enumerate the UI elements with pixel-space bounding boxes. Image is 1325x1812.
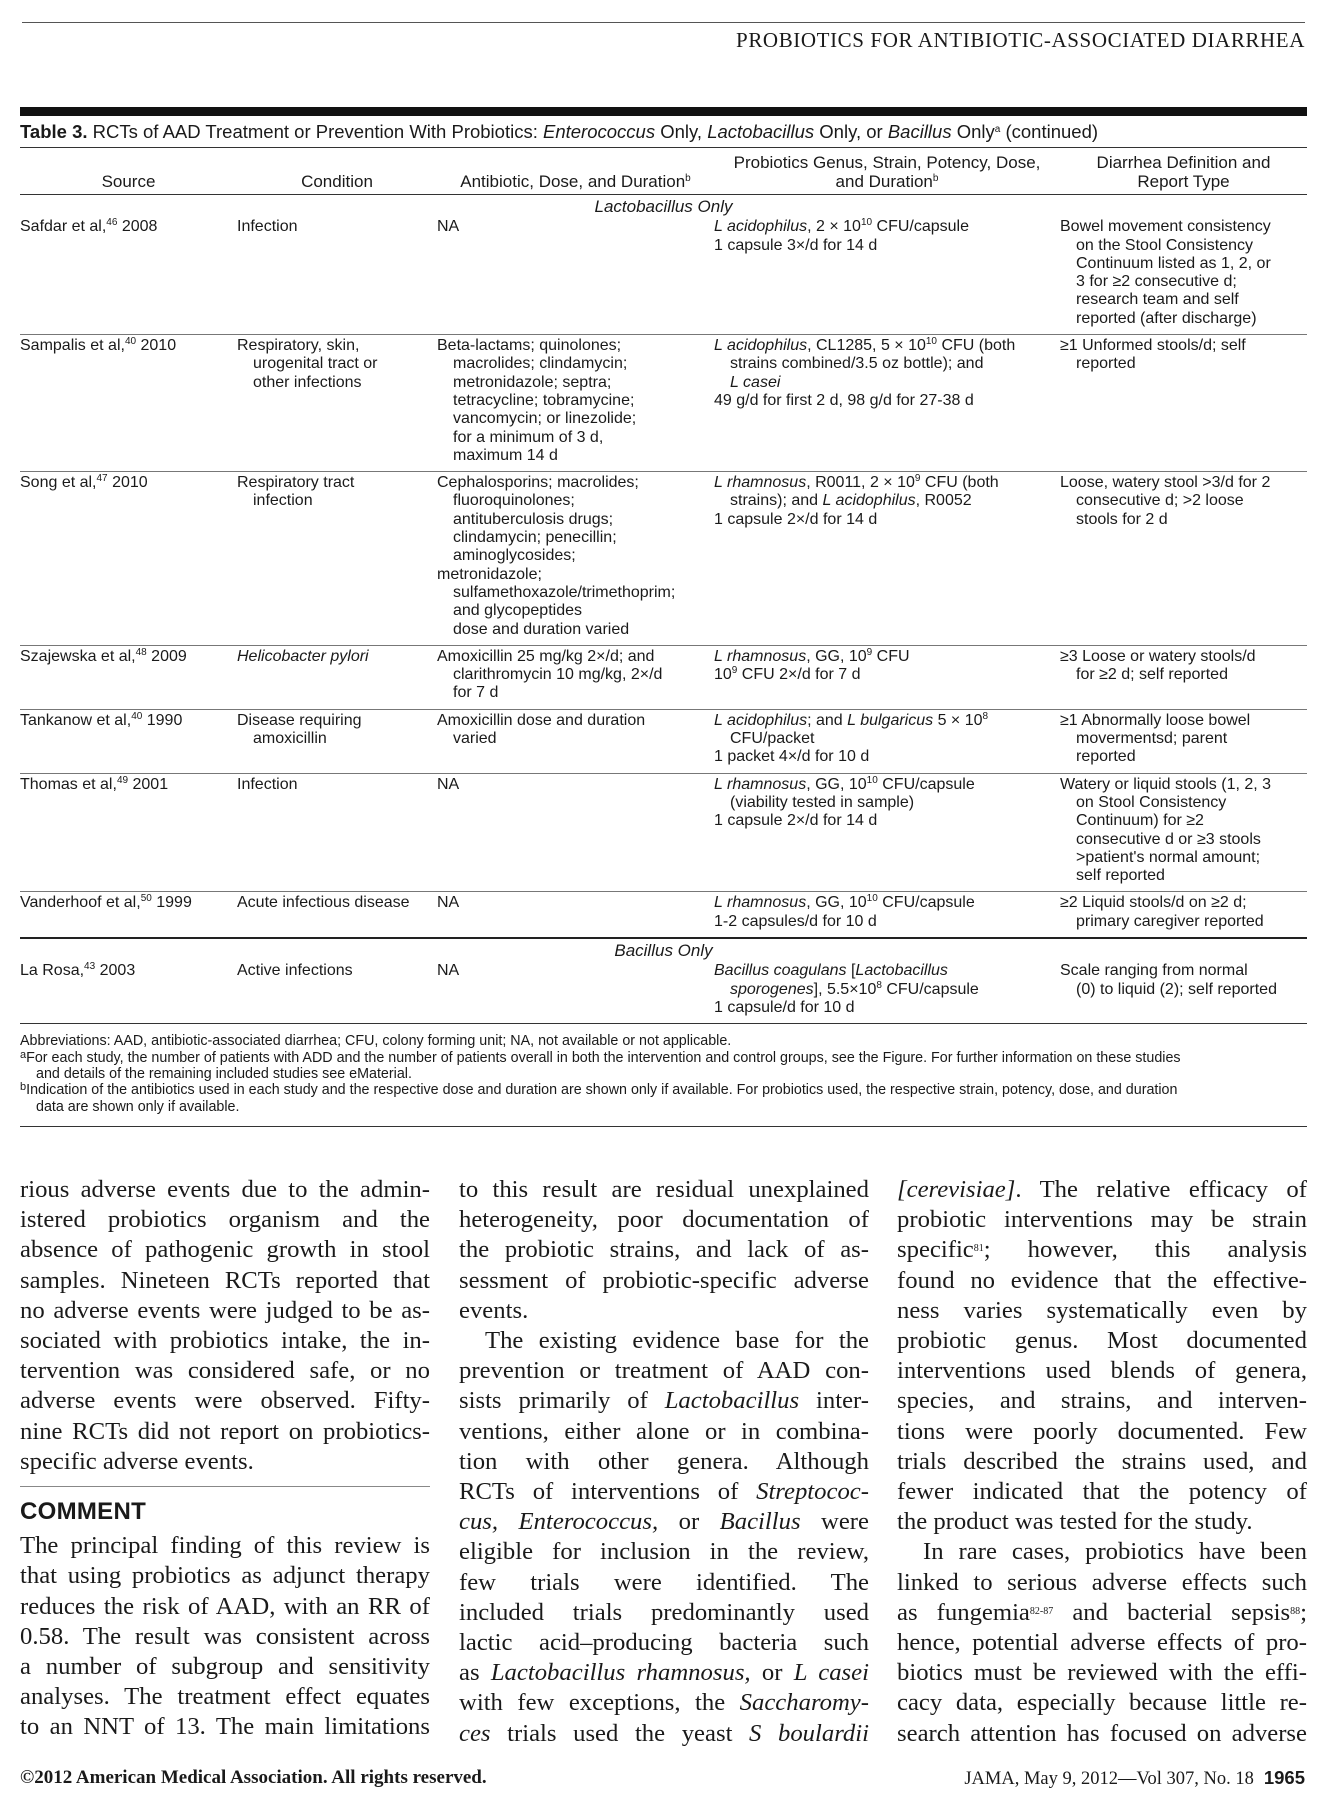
- paragraph: to this result are residual unexplained heterogeneity, poor documentation of the probiotic strains, and lack of as- sessment of probiotic-specific adverse events.: [459, 1176, 869, 1324]
- cell-source: Tankanow et al,$^{40}$ 1990: [20, 709, 237, 773]
- cell-antibiotic: NA: [437, 218, 460, 236]
- cell-probiotics: L rhamnosus, GG, $10^{10}$ CFU/capsule 1-2 capsules/d for 10 d: [714, 892, 1060, 938]
- cell-condition: Respiratory tract infection: [237, 472, 437, 646]
- cell-probiotics: L acidophilus, $2 \times 10^{10}$ CFU/capsule 1 capsule 3×/d for 14 d: [714, 217, 969, 254]
- table-row: [20, 645, 1307, 709]
- cell-antibiotic: NA: [437, 962, 460, 980]
- cell-antibiotic: Beta-lactams; quinolones; macrolides; clindamycin; metronidazole; septra; tetracycline; tobramycine; vancomycin; or linezolide; for a minimum of 3 d, maximum 14 d: [437, 335, 714, 472]
- cell-diarrhea: ≥1 Unformed stools/d; self reported: [1060, 335, 1307, 472]
- table-row: [20, 709, 1307, 773]
- cell-antibiotic: NA: [437, 892, 714, 938]
- header-diarrhea: Diarrhea Definition and Report Type: [1096, 153, 1271, 191]
- cell-diarrhea: Watery or liquid stools (1, 2, 3 on Stool Consistency Continuum) for ≥2 consecutive d or ≥3 stools >patient's normal amount; self reported: [1060, 773, 1307, 892]
- table-3: [20, 107, 1307, 1127]
- body-column-2: [459, 1175, 869, 1749]
- journal-footer: [964, 1767, 1305, 1790]
- table-row: [20, 335, 1307, 472]
- table-row: [20, 960, 1307, 1023]
- table-row: [20, 773, 1307, 892]
- cell-antibiotic: Amoxicillin dose and duration varied: [437, 709, 714, 773]
- table-row: [20, 216, 1307, 334]
- cell-source: Thomas et al,$^{49}$ 2001: [20, 773, 237, 892]
- footnote-b: $^b$Indication of the antibiotics used in each study and the respective dose and duration are shown only if available. For probiotics used, the respective strain, potency, dose, and duration: [20, 1081, 1178, 1099]
- body-column-3: [897, 1175, 1307, 1749]
- cell-probiotics: L rhamnosus, R0011, $2 \times 10^9$ CFU (both strains); and L acidophilus, R0052 1 capsule 2×/d for 14 d: [714, 472, 1060, 646]
- table-top-rule: [20, 107, 1307, 116]
- table-row: [20, 892, 1307, 938]
- header-probiotics: Probiotics Genus, Strain, Potency, Dose, and Duration$^b$: [733, 153, 1041, 191]
- running-head: PROBIOTICS FOR ANTIBIOTIC-ASSOCIATED DIARRHEA: [736, 28, 1305, 52]
- cell-source: Song et al,$^{47}$ 2010: [20, 472, 237, 646]
- table-row: [20, 472, 1307, 646]
- cell-antibiotic: Cephalosporins; macrolides; fluoroquinolones; antituberculosis drugs; clindamycin; penecillin; aminoglycosides; metronidazole; sulfamethoxazole/trimethoprim; and glycopeptides dose and duration varied: [437, 472, 714, 646]
- paragraph: In rare cases, probiotics have been linked to serious adverse effects such as fungemia$^{82-87}$ and bacterial sepsis$^{88}$; hence, potential adverse effects of pro- biotics must be reviewed with the effi- cacy data, especially because little re- search attention has focused on adverse: [897, 1538, 1308, 1747]
- top-rule: [22, 22, 1305, 23]
- cell-diarrhea: Loose, watery stool >3/d for 2 consecutive d; >2 loose stools for 2 d: [1060, 472, 1307, 646]
- cell-source: Sampalis et al,$^{40}$ 2010: [20, 335, 237, 472]
- cell-condition: Acute infectious disease: [237, 892, 437, 938]
- cell-condition: Infection: [237, 218, 298, 236]
- table-footnotes: Abbreviations: AAD, antibiotic-associated diarrhea; CFU, colony forming unit; NA, not available or not applicable. $^a$For each study, the number of patients with ADD and the number of patients overall in both the intervention and control groups, see the Figure. For further information on these studies and details of the remaining included studies see eMaterial. $^b$Indication of the antibiotics used in each study and the respective dose and duration are shown only if available. For probiotics used, the respective strain, potency, dose, and duration data are shown only if available.: [20, 1024, 1307, 1126]
- cell-diarrhea: ≥3 Loose or watery stools/d for ≥2 d; self reported: [1060, 645, 1307, 709]
- cell-probiotics: L rhamnosus, GG, $10^{10}$ CFU/capsule (viability tested in sample) 1 capsule 2×/d for 14 d: [714, 773, 1060, 892]
- cell-condition: Helicobacter pylori: [237, 645, 437, 709]
- cell-condition: Disease requiring amoxicillin: [237, 709, 437, 773]
- cell-source: Safdar et al,$^{46}$ 2008: [20, 217, 158, 236]
- cell-probiotics: L rhamnosus, GG, $10^9$ CFU $10^9$ CFU 2×/d for 7 d: [714, 645, 1060, 709]
- cell-condition: Infection: [237, 773, 437, 892]
- cell-probiotics: Bacillus coagulans [Lactobacillus sporogenes], $5.5\times 10^8$ CFU/capsule 1 capsule/d for 10 d: [714, 962, 979, 1016]
- table-title: Table 3. RCTs of AAD Treatment or Prevention With Probiotics: Enterococcus Only, Lactobacillus Only, or Bacillus Only$^a$ (continued): [20, 121, 1099, 142]
- cell-source: Vanderhoof et al,$^{50}$ 1999: [20, 892, 237, 938]
- section-heading-comment: COMMENT: [20, 1486, 430, 1527]
- cell-diarrhea: Bowel movement consistency on the Stool Consistency Continuum listed as 1, 2, or 3 for ≥2 consecutive d; research team and self reported (after discharge): [1060, 218, 1271, 327]
- header-antibiotic: Antibiotic, Dose, and Duration$^b$: [460, 172, 691, 191]
- group-label-bacillus: Bacillus Only: [20, 938, 1307, 960]
- footnote-abbreviations: Abbreviations: AAD, antibiotic-associated diarrhea; CFU, colony forming unit; NA, not available or not applicable.: [20, 1033, 732, 1050]
- cell-diarrhea: Scale ranging from normal (0) to liquid (2); self reported: [1060, 962, 1277, 998]
- cell-source: La Rosa,$^{43}$ 2003: [20, 961, 136, 980]
- paragraph: [cerevisiae]. The relative efficacy of probiotic interventions may be strain specific$^{81}$; however, this analysis found no evidence that the effective- ness varies systematically even by probiotic genus. Most documented interventions used blends of genera, species, and strains, and interven- tions were poorly documented. Few trials described the strains used, and fewer indicated that the potency of the product was tested for the study.: [897, 1176, 1307, 1536]
- paragraph: rious adverse events due to the admin- istered probiotics organism and the absence of pathogenic growth in stool samples. Nineteen RCTs reported that no adverse events were judged to be as- sociated with probiotics intake, the in- tervention was considered safe, or no adverse events were observed. Fifty- nine RCTs did not report on probiotics- specific adverse events.: [20, 1176, 430, 1475]
- header-condition: Condition: [301, 172, 373, 191]
- cell-source: Szajewska et al,$^{48}$ 2009: [20, 645, 237, 709]
- rct-table: [20, 148, 1307, 1023]
- page-number: 1965: [1263, 1767, 1305, 1788]
- cell-condition: Active infections: [237, 962, 353, 980]
- cell-antibiotic: NA: [437, 773, 714, 892]
- cell-diarrhea: ≥1 Abnormally loose bowel movermentsd; parent reported: [1060, 709, 1307, 773]
- header-source: Source: [101, 172, 156, 191]
- group-label-lactobacillus: Lactobacillus Only: [20, 195, 1307, 217]
- cell-diarrhea: ≥2 Liquid stools/d on ≥2 d; primary caregiver reported: [1060, 892, 1307, 938]
- cell-probiotics: L acidophilus, CL1285, $5 \times 10^{10}$ CFU (both strains combined/3.5 oz bottle); and L casei 49 g/d for first 2 d, 98 g/d for 27-38 d: [714, 335, 1060, 472]
- journal-citation: JAMA, May 9, 2012—Vol 307, No. 18: [964, 1769, 1254, 1789]
- footnote-a: $^a$For each study, the number of patients with ADD and the number of patients overall in both the intervention and control groups, see the Figure. For further information on these studies: [20, 1048, 1181, 1066]
- cell-probiotics: L acidophilus; and L bulgaricus $5 \times 10^8$ CFU/packet 1 packet 4×/d for 10 d: [714, 709, 1060, 773]
- paragraph: The principal finding of this review is that using probiotics as adjunct therapy reduces the risk of AAD, with an RR of 0.58. The result was consistent across a number of subgroup and sensitivity analyses. The treatment effect equates to an NNT of 13. The main limitations: [20, 1532, 430, 1741]
- paragraph: The existing evidence base for the prevention or treatment of AAD con- sists primarily of Lactobacillus inter- ventions, either alone or in combina- tion with other genera. Although RCTs of interventions of Streptococ- cus, Enterococcus, or Bacillus were eligible for inclusion in the review, few trials were identified. The included trials predominantly used lactic acid–producing bacteria such as Lactobacillus rhamnosus, or L casei with few exceptions, the Saccharomy- ces trials used the yeast S boulardii: [459, 1327, 869, 1747]
- body-column-1: [20, 1175, 430, 1743]
- cell-antibiotic: Amoxicillin 25 mg/kg 2×/d; and clarithromycin 10 mg/kg, 2×/d for 7 d: [437, 645, 714, 709]
- cell-condition: Respiratory, skin, urogenital tract or other infections: [237, 335, 437, 472]
- copyright-footer: ©2012 American Medical Association. All rights reserved.: [20, 1767, 487, 1788]
